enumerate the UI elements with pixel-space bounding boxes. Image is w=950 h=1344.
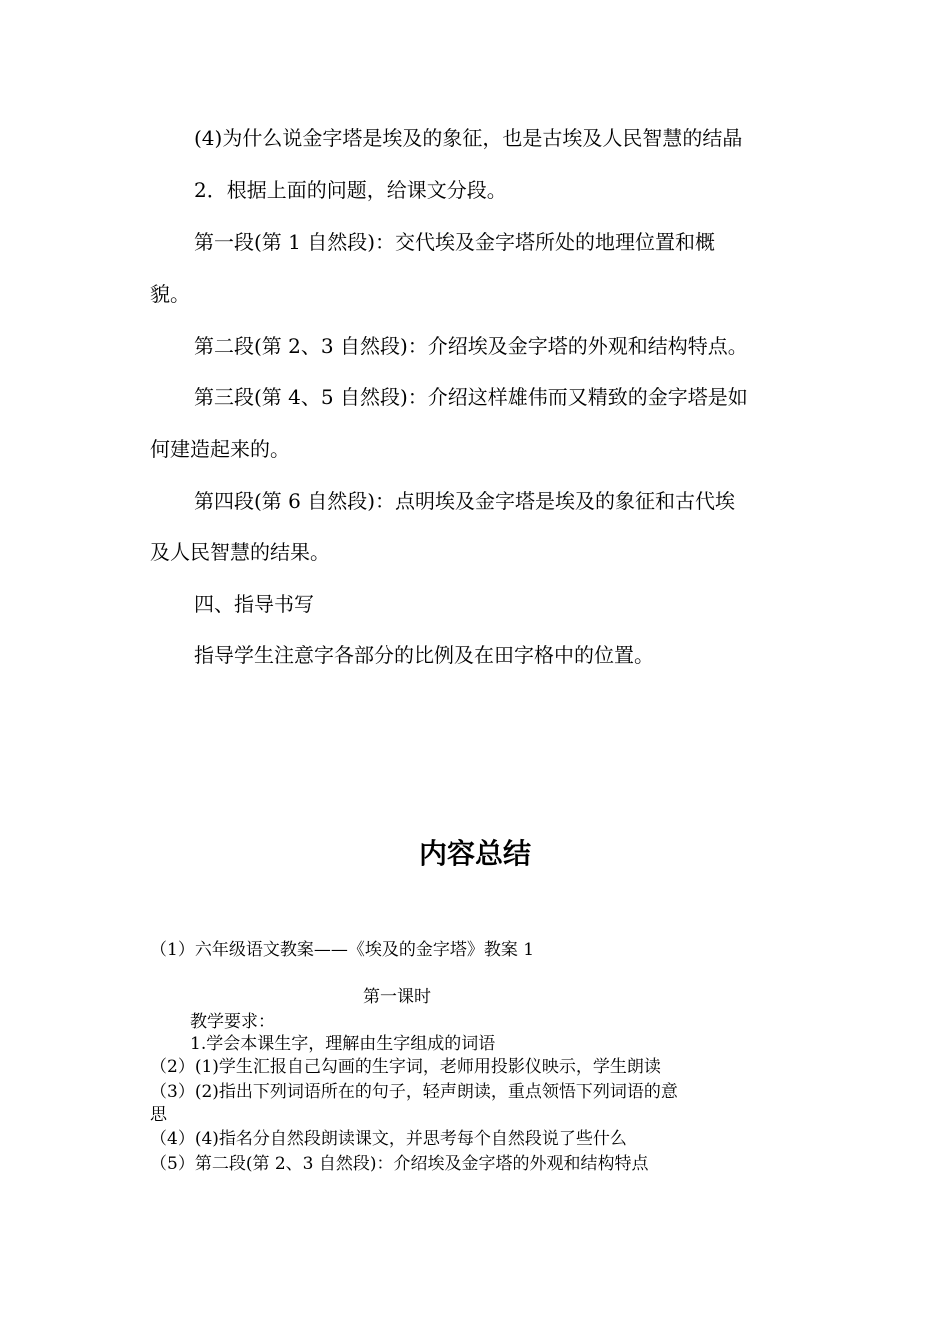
question-4: (4)为什么说金字塔是埃及的象征，也是古埃及人民智慧的结晶 (194, 126, 743, 150)
segment-2: 第二段(第 2、3 自然段)：介绍埃及金字塔的外观和结构特点。 (194, 334, 748, 358)
summary-requirement-1: 1.学会本课生字，理解由生字组成的词语 (190, 1034, 496, 1054)
segment-3-line-1: 第三段(第 4、5 自然段)：介绍这样雄伟而又精致的金字塔是如 (194, 385, 748, 409)
summary-requirements-label: 教学要求： (190, 1012, 275, 1032)
section-4-heading: 四、指导书写 (194, 592, 314, 616)
summary-title: 内容总结 (418, 837, 531, 870)
step-2-heading: 2．根据上面的问题，给课文分段。 (194, 178, 507, 202)
segment-1-line-2: 貌。 (150, 282, 190, 306)
summary-item-1: （1）六年级语文教案——《埃及的金字塔》教案 1 (150, 940, 535, 960)
summary-item-3-line-1: （3）(2)指出下列词语所在的句子，轻声朗读，重点领悟下列词语的意 (150, 1082, 678, 1102)
summary-item-5: （5）第二段(第 2、3 自然段)：介绍埃及金字塔的外观和结构特点 (150, 1154, 649, 1174)
segment-3-line-2: 何建造起来的。 (150, 437, 290, 461)
segment-1-line-1: 第一段(第 1 自然段)：交代埃及金字塔所处的地理位置和概 (194, 230, 716, 254)
segment-4-line-2: 及人民智慧的结果。 (150, 540, 330, 564)
summary-item-2: （2）(1)学生汇报自己勾画的生字词，老师用投影仪映示，学生朗读 (150, 1057, 661, 1077)
writing-guidance: 指导学生注意字各部分的比例及在田字格中的位置。 (194, 643, 654, 667)
summary-item-3-line-2: 思 (150, 1105, 167, 1125)
segment-4-line-1: 第四段(第 6 自然段)：点明埃及金字塔是埃及的象征和古代埃 (194, 489, 736, 513)
summary-item-4: （4）(4)指名分自然段朗读课文，并思考每个自然段说了些什么 (150, 1129, 627, 1149)
summary-lesson-label: 第一课时 (363, 987, 431, 1007)
